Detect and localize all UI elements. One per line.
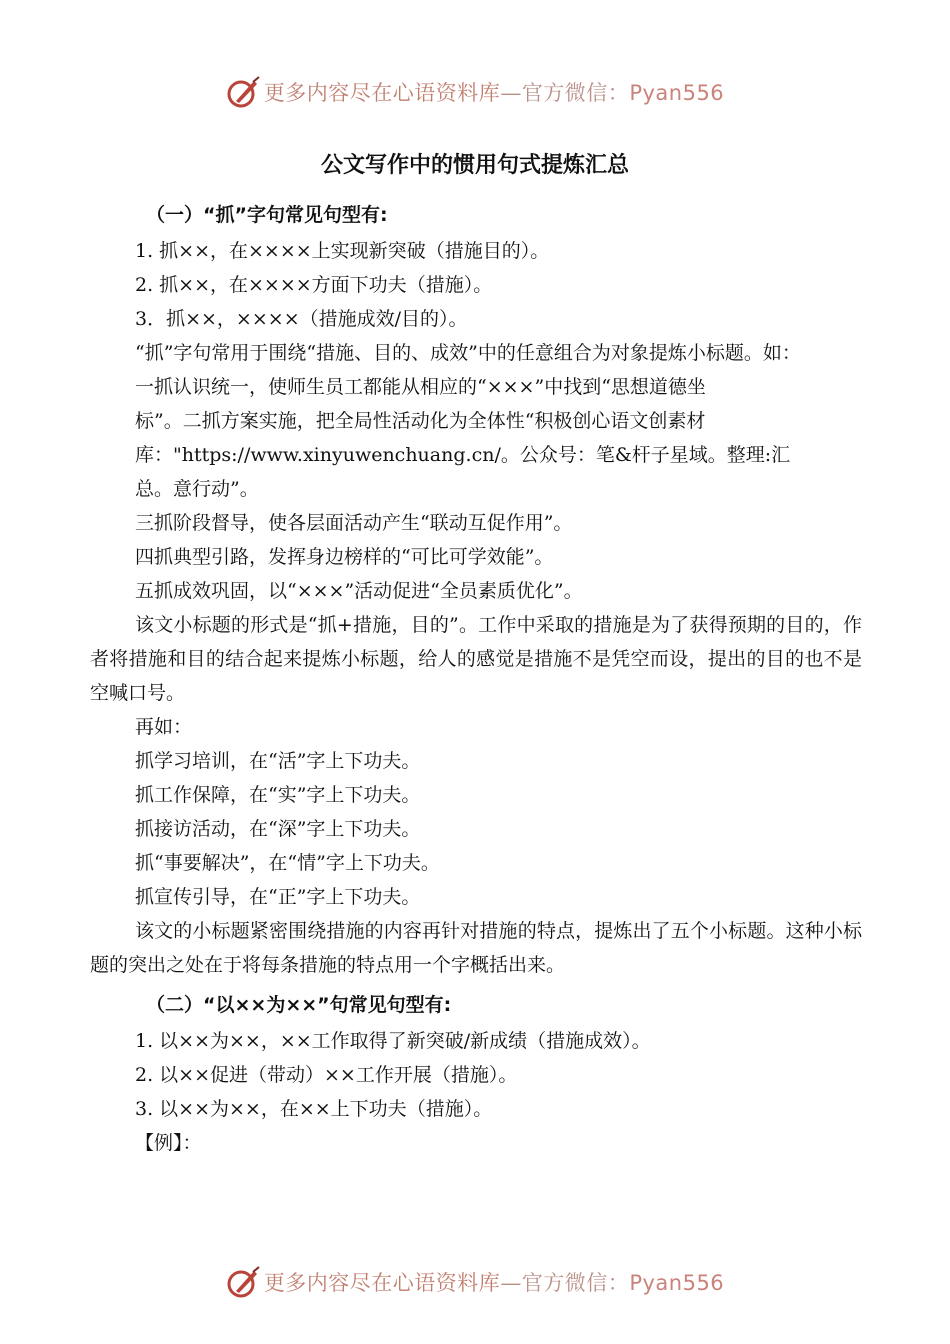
banner-text: 更多内容尽在心语资料库—官方微信：Pyan556 xyxy=(263,81,725,105)
document-body xyxy=(90,196,862,1160)
pattern-item: 2. 以××促进（带动）××工作开展（措施）。 xyxy=(135,1064,518,1086)
example2-line: 抓“事要解决”，在“情”字上下功夫。 xyxy=(135,852,440,874)
example2-line: 抓工作保障，在“实”字上下功夫。 xyxy=(135,784,421,806)
example-line: 五抓成效巩固，以“×××”活动促进“全员素质优化”。 xyxy=(135,580,583,602)
section1-heading: （一）“抓”字句常见句型有: xyxy=(146,204,388,226)
quill-logo-icon xyxy=(226,1265,260,1299)
pattern-item: 2. 抓××，在××××方面下功夫（措施）。 xyxy=(135,274,493,296)
banner-text: 更多内容尽在心语资料库—官方微信：Pyan556 xyxy=(263,1271,725,1295)
example2-line: 抓宣传引导，在“正”字上下功夫。 xyxy=(135,886,421,908)
example-line: 三抓阶段督导，使各层面活动产生“联动互促作用”。 xyxy=(135,512,573,534)
example2-line: 抓学习培训，在“活”字上下功夫。 xyxy=(135,750,421,772)
pattern-item: 1. 抓××，在××××上实现新突破（措施目的）。 xyxy=(135,240,550,262)
again-label: 再如： xyxy=(135,716,193,738)
pattern-item: 1. 以××为××，××工作取得了新突破/新成绩（措施成效）。 xyxy=(135,1030,651,1052)
example-line: 库："https://www.xinyuwenchuang.cn/。公众号：笔&杆子星域。整理:汇 xyxy=(135,444,791,466)
pattern-item: 3. 以××为××，在××上下功夫（措施）。 xyxy=(135,1098,493,1120)
section1-intro: “抓”字句常用于围绕“措施、目的、成效”中的任意组合为对象提炼小标题。如： xyxy=(135,342,801,364)
example-label: 【例】： xyxy=(135,1132,202,1154)
example-line: 四抓典型引路，发挥身边榜样的“可比可学效能”。 xyxy=(135,546,554,568)
quill-logo-icon xyxy=(226,75,260,109)
page-title: 公文写作中的惯用句式提炼汇总 xyxy=(320,153,629,178)
analysis-paragraph: 该文的小标题紧密围绕措施的内容再针对措施的特点，提炼出了五个小标题。这种小标题的突出之处在于将每条措施的特点用一个字概括出来。 xyxy=(90,920,862,976)
example-line: 标”。二抓方案实施，把全局性活动化为全体性“积极创心语文创素材 xyxy=(135,410,706,432)
footer-banner xyxy=(0,1262,950,1302)
pattern-item: 3．抓××，××××（措施成效/目的）。 xyxy=(135,308,468,330)
example-line: 总。意行动”。 xyxy=(135,478,259,500)
header-banner xyxy=(0,72,950,112)
section2-heading: （二）“以××为××”句常见句型有: xyxy=(146,994,452,1016)
example-line: 一抓认识统一，使师生员工都能从相应的“×××”中找到“思想道德坐 xyxy=(135,376,706,398)
analysis-paragraph: 该文小标题的形式是“抓+措施，目的”。工作中采取的措施是为了获得预期的目的，作者将措施和目的结合起来提炼小标题，给人的感觉是措施不是凭空而设，提出的目的也不是空喊口号。 xyxy=(90,614,862,704)
example2-line: 抓接访活动，在“深”字上下功夫。 xyxy=(135,818,421,840)
